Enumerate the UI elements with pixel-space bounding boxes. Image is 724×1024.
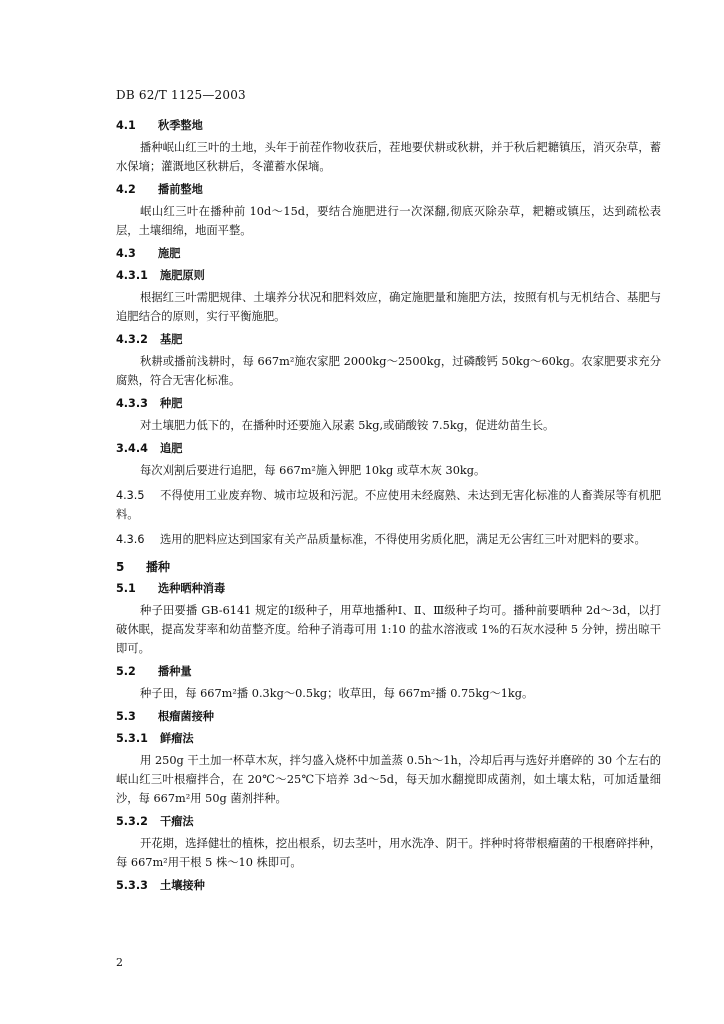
section-heading (116, 814, 661, 830)
section-paragraph: 播种岷山红三叶的土地，头年于前茬作物收获后，茬地要伏耕或秋耕，并于秋后耙耱镇压，消灭杂草，蓄水保墒；灌溉地区秋耕后，冬灌蓄水保墒。 (116, 141, 661, 173)
section-heading (116, 664, 661, 680)
chapter-number: 5 (116, 560, 125, 574)
section-heading (116, 878, 661, 894)
section-number: 4.1 (116, 119, 136, 132)
section-title: 基肥 (160, 333, 183, 346)
section-3-4-4 (116, 441, 661, 480)
section-heading (116, 731, 661, 747)
section-text: 选用的肥料应达到国家有关产品质量标准，不得使用劣质化肥，满足无公害红三叶对肥料的要求。 (160, 533, 646, 546)
section-title: 追肥 (160, 442, 183, 455)
section-paragraph: 开花期，选择健壮的植株，挖出根系，切去茎叶，用水洗净、阴干。拌种时将带根瘤菌的干根磨碎拌种，每 667m²用干根 5 株～10 株即可。 (116, 837, 661, 869)
section-4-2 (116, 182, 661, 240)
section-heading (116, 441, 661, 457)
section-title: 鲜瘤法 (160, 732, 194, 745)
section-4-3 (116, 246, 661, 262)
section-heading (116, 182, 661, 198)
section-number: 4.3 (116, 247, 136, 260)
section-title: 施肥原则 (160, 269, 205, 282)
section-number: 5.3 (116, 710, 136, 723)
section-number: 4.3.2 (116, 333, 148, 346)
section-paragraph: 用 250g 干土加一杯草木灰，拌匀盛入烧杯中加盖蒸 0.5h～1h，冷却后再与选好并磨碎的 30 个左右的岷山红三叶根瘤拌合，在 20℃～25℃下培养 3d～5d，每天加水翻搅即成菌剂，如土壤太粘，可加适量细沙，每 667m²用 50g 菌剂拌种。 (116, 754, 661, 805)
section-paragraph (116, 530, 661, 549)
section-heading (116, 268, 661, 284)
section-5-3-3 (116, 878, 661, 894)
section-4-3-3 (116, 396, 661, 435)
chapter-title: 播种 (146, 560, 171, 574)
section-number: 5.3.1 (116, 732, 148, 745)
section-5-3-1 (116, 731, 661, 808)
section-heading (116, 332, 661, 348)
chapter-heading (116, 559, 661, 575)
section-paragraph: 种子田，每 667m²播 0.3kg～0.5kg；收草田，每 667m²播 0.75kg～1kg。 (140, 687, 534, 700)
section-number: 4.3.5 (116, 489, 145, 502)
section-4-3-6 (116, 530, 661, 549)
document-code: DB 62/T 1125—2003 (116, 88, 246, 102)
section-title: 干瘤法 (160, 815, 194, 828)
section-title: 根瘤菌接种 (158, 710, 214, 723)
chapter-5 (116, 559, 661, 575)
page-number: 2 (116, 956, 123, 969)
section-title: 种肥 (160, 397, 183, 410)
section-number: 3.4.4 (116, 442, 148, 455)
section-5-3 (116, 709, 661, 725)
section-4-3-1 (116, 268, 661, 326)
section-number: 5.3.2 (116, 815, 148, 828)
section-number: 4.3.3 (116, 397, 148, 410)
section-5-3-2 (116, 814, 661, 872)
section-paragraph: 每次刈割后要进行追肥，每 667m²施入钾肥 10kg 或草木灰 30kg。 (140, 464, 486, 477)
section-4-3-2 (116, 332, 661, 390)
section-paragraph: 秋耕或播前浅耕时，每 667m²施农家肥 2000kg～2500kg，过磷酸钙 50kg～60kg。农家肥要求充分腐熟，符合无害化标准。 (116, 355, 661, 387)
section-heading (116, 709, 661, 725)
section-paragraph (116, 486, 661, 524)
section-paragraph: 岷山红三叶在播种前 10d～15d，要结合施肥进行一次深翻,彻底灭除杂草，耙耱或镇压，达到疏松表层，土壤细绵，地面平整。 (116, 205, 661, 237)
section-5-2 (116, 664, 661, 703)
section-number: 4.3.6 (116, 533, 145, 546)
section-number: 4.2 (116, 183, 136, 196)
section-title: 播前整地 (158, 183, 203, 196)
section-4-3-5 (116, 486, 661, 524)
section-heading (116, 118, 661, 134)
section-4-1 (116, 118, 661, 176)
section-text: 不得使用工业废弃物、城市垃圾和污泥。不应使用未经腐熟、未达到无害化标准的人畜粪尿等有机肥料。 (116, 489, 661, 521)
section-title: 施肥 (158, 247, 181, 260)
section-heading (116, 396, 661, 412)
section-5-1 (116, 581, 661, 658)
section-title: 播种量 (158, 665, 192, 678)
section-paragraph: 对土壤肥力低下的，在播种时还要施入尿素 5kg,或硝酸铵 7.5kg，促进幼苗生长。 (140, 419, 555, 432)
section-title: 土壤接种 (160, 879, 205, 892)
section-paragraph: 种子田要播 GB-6141 规定的Ⅰ级种子，用草地播种Ⅰ、Ⅱ、Ⅲ级种子均可。播种前要晒种 2d～3d，以打破休眠，提高发芽率和幼苗整齐度。给种子消毒可用 1:10 的盐水溶液或 1%的石灰水浸种 5 分钟，捞出晾干即可。 (116, 604, 661, 655)
section-number: 4.3.1 (116, 269, 148, 282)
section-number: 5.2 (116, 665, 136, 678)
section-title: 秋季整地 (158, 119, 203, 132)
section-heading (116, 581, 661, 597)
section-heading (116, 246, 661, 262)
section-paragraph: 根据红三叶需肥规律、土壤养分状况和肥料效应，确定施肥量和施肥方法，按照有机与无机结合、基肥与追肥结合的原则，实行平衡施肥。 (116, 291, 661, 323)
section-number: 5.3.3 (116, 879, 148, 892)
section-title: 选种晒种消毒 (158, 582, 226, 595)
document-body (116, 118, 661, 900)
section-number: 5.1 (116, 582, 136, 595)
